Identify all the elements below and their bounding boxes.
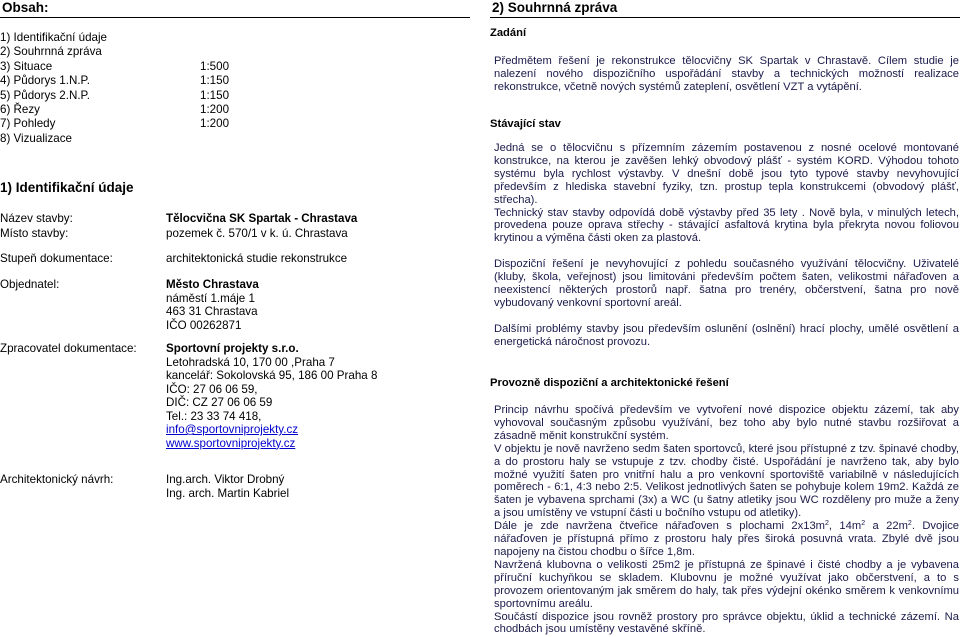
assignment-text [494,55,959,94]
label-processor: Zpracovatel dokumentace: [0,342,137,355]
current-state-title: Stávající stav [490,118,561,130]
value-processor [166,342,377,450]
superscript: 2 [825,520,829,528]
design-title: Provozně dispoziční a architektonické řešení [490,377,729,389]
toc-item [0,103,260,117]
label-documentation-stage: Stupeň dokumentace: [0,252,113,265]
processor-line: IČO: 27 06 06 59, [166,382,258,396]
table-of-contents [0,31,260,146]
toc-label: 8) Vizualizace [0,131,72,145]
contents-header: Obsah: [0,0,470,18]
design-text-fragment: . Dvojice nářaďoven je přístupná přímo z prostoru haly přes široká posuvná vrata. Zbylé dvě jsou napojeny na čistou chodbu o šířce 1,8m. [494,520,960,558]
processor-line: Letohradská 10, 170 00 ,Praha 7 [166,355,335,369]
processor-line: kancelář: Sokolovská 95, 186 00 Praha 8 [166,369,378,382]
processor-line: Tel.: 23 33 74 418, [166,409,262,423]
design-text [494,404,959,636]
toc-scale: 1:500 [200,59,230,73]
toc-label: 1) Identifikační údaje [0,31,107,44]
assignment-title: Zadání [490,27,527,39]
current-state-paragraph: Dispoziční řešení je nevyhovující z pohledu současného využívání tělocvičny. Uživatelé (kluby, škola, veřejnost) jsou limitováni především počtem šaten, velikostmi nářaďoven a neexistencí některých prostorů např. šatna pro trenéry, občerstvení, šatna pro nově vybudovaný venkovní sportovní areál. [494,258,959,309]
design-paragraph: Princip návrhu spočívá především ve vytvoření nové dispozice objektu zázemí, tak aby vyhovoval současným způsobu využívání, bez toho aby bylo nutné stavbu rozšiřovat a zásadně měnit konstrukční systém. [494,404,959,442]
label-architect: Architektonický návrh: [0,473,114,486]
toc-label: 4) Půdorys 1.N.P. [0,74,91,88]
toc-label: 3) Situace [0,59,53,73]
client-name: Město Chrastava [166,278,259,291]
value-client [166,278,259,332]
email-link[interactable]: info@sportovniprojekty.cz [166,423,299,436]
toc-item [0,132,260,146]
design-paragraph: V objektu je nově navrženo sedm šaten sportovců, které jsou přístupné z tzv. špinavé chodby, a do prostoru haly se vstupuje z tzv. chodby čisté. Uspořádání je navrženo tak, aby bylo možné využití šaten pro vnitřní halu a pro venkovní sportoviště variabilně v následujících poměrech - 6:1, 4:3 nebo 2:5. Velikost jednotlivých šaten se pohybuje kolem 19m2. Každá ze šaten je vybavena sprchami (3x) a WC (u šatny atletiky jsou WC rozděleny pro muže a ženy a jsou umístěny ve vstupní části u bočního vstupu od atletiky). [494,442,959,520]
assignment-paragraph: Předmětem řešení je rekonstrukce tělocvičny SK Spartak v Chrastavě. Cílem studie je nalezení nového dispozičního uspořádání stavby a technických možností realizace rekonstrukce, včetně nových systémů zateplení, osvětlení VZT a vytápění. [494,55,959,93]
toc-scale: 1:200 [200,117,230,131]
architect-name: Ing.arch. Viktor Drobný [166,473,285,486]
design-text-fragment: , 14m [828,520,862,533]
summary-header: 2) Souhrnná zpráva [490,0,960,18]
toc-item [0,60,260,74]
architect-name: Ing. arch. Martin Kabriel [166,486,290,500]
toc-item [0,45,260,59]
design-paragraph: Součástí dispozice jsou rovněž prostory pro správce objektu, úklid a technické zázemí. Na chodbách jsou umístěny vestavěné skříně. [494,610,959,636]
design-text-fragment: a 22m [865,520,908,533]
superscript: 2 [861,520,866,528]
client-line: 463 31 Chrastava [166,305,258,318]
toc-item [0,117,260,131]
current-state-text [494,142,959,349]
design-paragraph [494,520,959,559]
toc-item [0,74,260,88]
right-column [490,0,960,637]
processor-name: Sportovní projekty s.r.o. [166,342,299,355]
label-building-site: Místo stavby: [0,227,69,240]
value-building-name: Tělocvična SK Spartak - Chrastava [166,212,358,225]
toc-scale: 1:150 [200,74,230,88]
client-line: náměstí 1.máje 1 [166,291,255,305]
superscript: 2 [907,520,912,528]
current-state-paragraph: Jedná se o tělocvičnu s přízemním zázemím postavenou z nosné ocelové montované konstrukce, na kterou je zavěšen lehký obvodový plášť - systém KORD. Výhodou tohoto systému byla rychlost výstavby. V dnešní době jsou tyto typové stavby nevyhovující především z hlediska stavební fyziky, tzn. prostup tepla konstrukcemi (obvodový plášť, střecha). [494,142,959,206]
client-line: IČO 00262871 [166,318,242,332]
label-building-name: Název stavby: [0,212,73,225]
value-documentation-stage: architektonická studie rekonstrukce [166,252,348,265]
toc-label: 6) Řezy [0,102,40,116]
current-state-paragraph: Technický stav stavby odpovídá době výstavby před 35 lety . Nově byla, v minulých letech, provedena pouze oprava střechy - stávající asfaltová krytina byla překryta novou foliovou krytinou a výměna části oken za plastová. [494,206,959,245]
website-link[interactable]: www.sportovniprojekty.cz [166,436,296,450]
identification-heading: 1) Identifikační údaje [0,180,134,195]
toc-scale: 1:200 [200,102,230,116]
toc-scale: 1:150 [200,88,230,102]
toc-label: 5) Půdorys 2.N.P. [0,88,91,102]
current-state-paragraph: Dalšími problémy stavby jsou především oslunění (oslnění) hrací plochy, umělé osvětlení a energetická náročnost provozu. [494,322,959,348]
left-column [0,0,470,637]
design-paragraph: Navržená klubovna o velikosti 25m2 je přístupná ze špinavé i čisté chodby a je vybavena příruční kuchyňkou se skladem. Klubovnu je možné využívat jako občerstvení, a to s provozem orientovaným jak směrem do haly, tak přes výdejní okénko směrem k venkovnímu sportovnímu areálu. [494,558,959,610]
toc-label: 2) Souhrnná zpráva [0,45,102,59]
toc-label: 7) Pohledy [0,117,56,131]
value-architect [166,473,289,500]
label-client: Objednatel: [0,278,60,291]
design-text-fragment: Dále je zde navržena čtveřice nářaďoven s plochami 2x13m [494,520,826,533]
value-building-site: pozemek č. 570/1 v k. ú. Chrastava [166,227,348,240]
toc-item [0,89,260,103]
processor-line: DIČ: CZ 27 06 06 59 [166,396,273,409]
toc-item [0,31,260,45]
